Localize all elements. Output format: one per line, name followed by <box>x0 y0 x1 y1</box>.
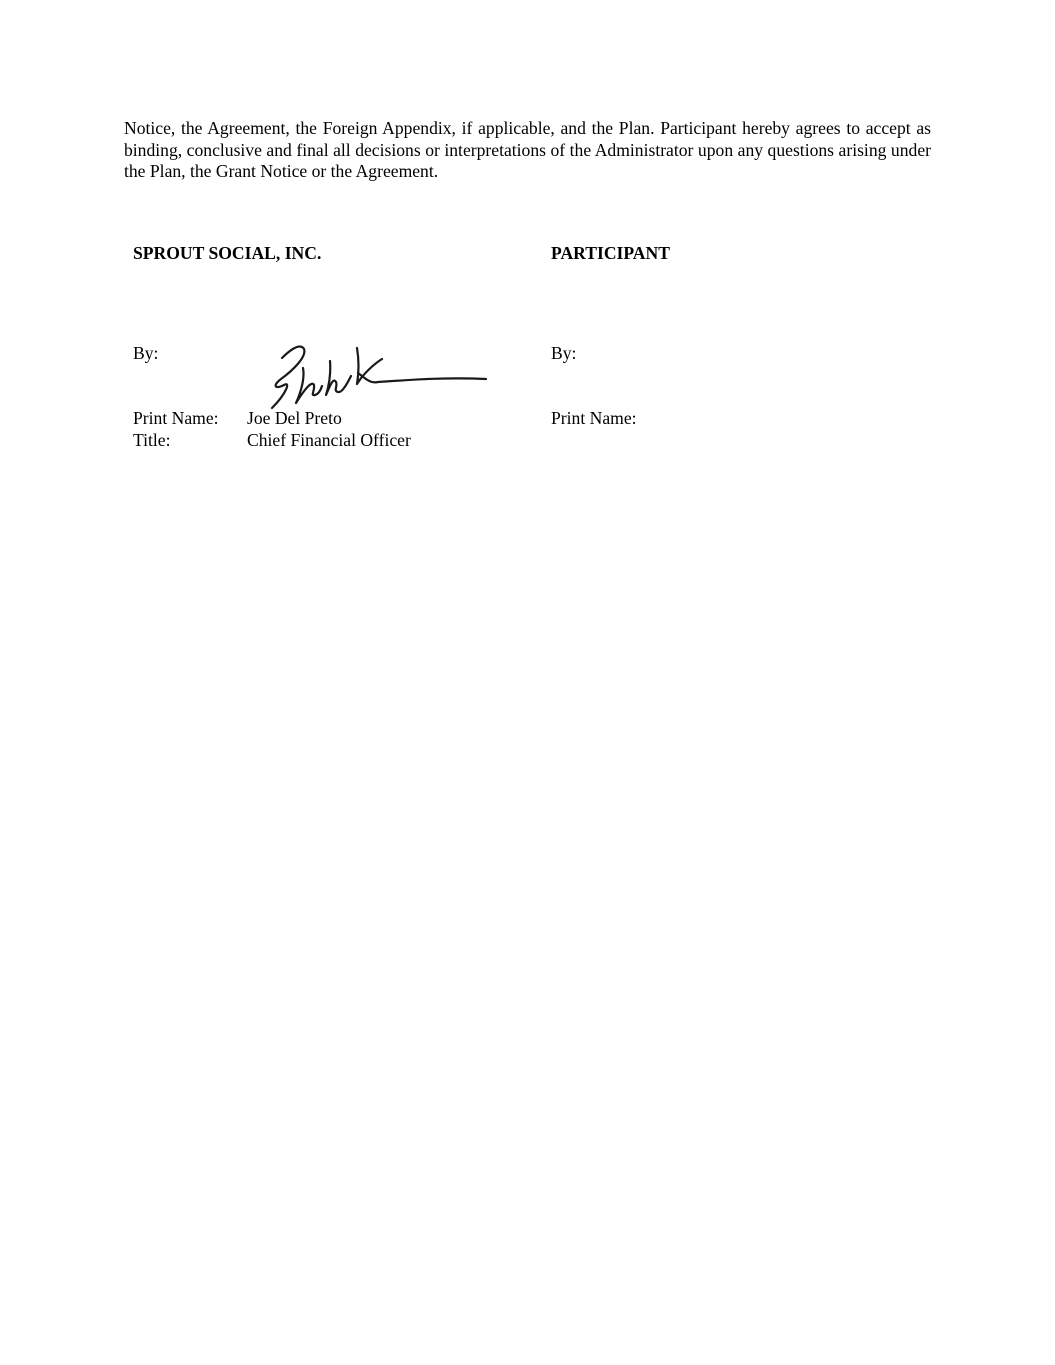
company-print-name-value: Joe Del Preto <box>247 408 342 428</box>
participant-by-label: By: <box>551 343 577 363</box>
participant-heading: PARTICIPANT <box>551 243 670 263</box>
signature-strokes <box>272 346 486 408</box>
company-title-value: Chief Financial Officer <box>247 430 411 450</box>
body-paragraph: Notice, the Agreement, the Foreign Appendix, if applicable, and the Plan. Participant hereby agrees to accept as binding, conclusive and final all decisions or interpretations of the Administrator upon any questions arising under the Plan, the Grant Notice or the Agreement. <box>124 118 931 181</box>
company-print-name-label: Print Name: <box>133 408 219 428</box>
participant-print-name-label: Print Name: <box>551 408 637 428</box>
company-by-label: By: <box>133 343 159 363</box>
company-heading: SPROUT SOCIAL, INC. <box>133 243 322 263</box>
company-title-label: Title: <box>133 430 171 450</box>
handwritten-signature <box>262 338 494 414</box>
